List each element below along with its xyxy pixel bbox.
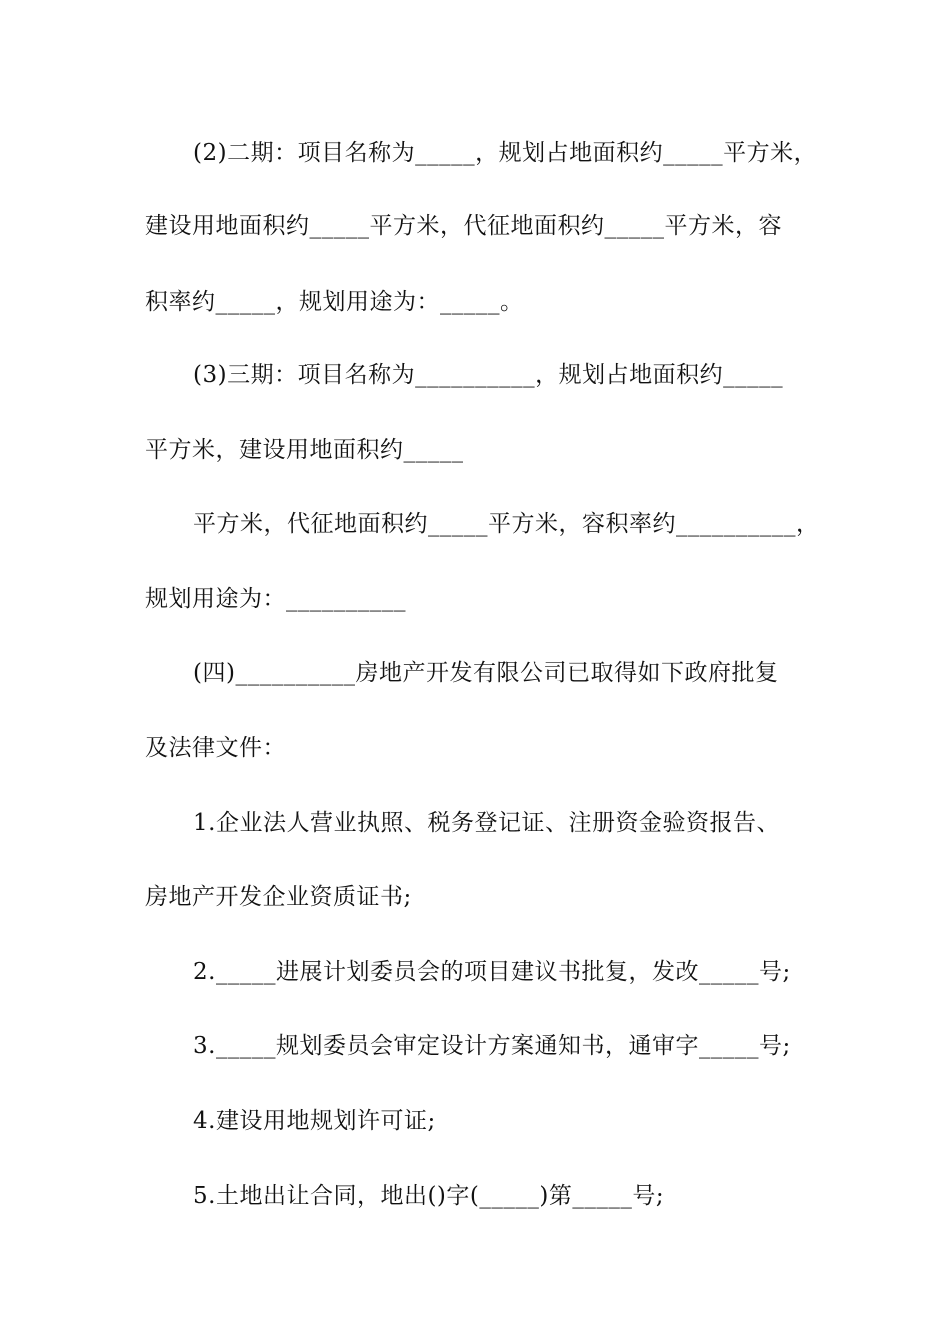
text-line: 平方米，建设用地面积约_____ — [145, 437, 464, 463]
text-line: 平方米，代征地面积约_____平方米，容积率约__________， — [193, 511, 820, 537]
text-line: (3)三期：项目名称为__________，规划占地面积约_____ — [193, 362, 784, 388]
text-line: (2)二期：项目名称为_____，规划占地面积约_____平方米， — [193, 140, 818, 166]
text-line: 建设用地面积约_____平方米，代征地面积约_____平方米，容 — [145, 213, 782, 239]
text-line: 及法律文件： — [145, 735, 286, 761]
text-line: 规划用途为：__________ — [145, 586, 406, 612]
text-line: 房地产开发企业资质证书; — [145, 884, 412, 910]
text-line: 5.土地出让合同，地出()字(_____)第_____号; — [193, 1183, 665, 1209]
text-line: 1.企业法人营业执照、税务登记证、注册资金验资报告、 — [193, 810, 780, 836]
text-line: 4.建设用地规划许可证; — [193, 1108, 436, 1134]
text-line: 积率约_____，规划用途为：_____。 — [145, 289, 524, 315]
text-line: 2._____进展计划委员会的项目建议书批复，发改_____号; — [193, 959, 791, 985]
text-line: 3._____规划委员会审定设计方案通知书，通审字_____号; — [193, 1033, 791, 1059]
text-line: (四)__________房地产开发有限公司已取得如下政府批复 — [193, 660, 779, 686]
